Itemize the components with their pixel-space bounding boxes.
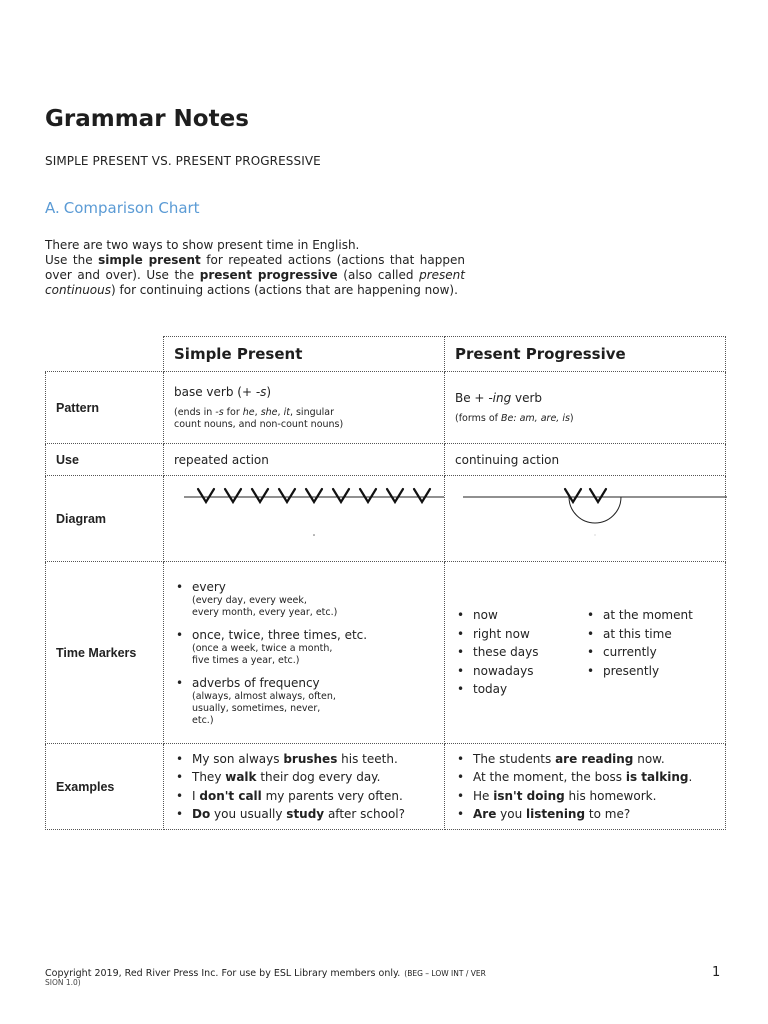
list-item: • now: [455, 606, 585, 625]
column-header-present-progressive: Present Progressive: [445, 337, 726, 372]
list-item: • I don't call my parents very often.: [174, 787, 434, 806]
list-item: • nowadays: [455, 662, 585, 681]
time-marker-once-twice: • once, twice, three times, etc. (once a week, twice a month, five times a year, etc.): [174, 627, 434, 667]
list-item: • My son always brushes his teeth.: [174, 750, 434, 769]
copyright-text: Copyright 2019, Red River Press Inc. For use by ESL Library members only.: [45, 968, 401, 979]
row-header-diagram: Diagram: [46, 476, 164, 562]
comparison-table: [45, 336, 726, 830]
section-label: Comparison Chart: [63, 199, 200, 217]
time-markers-list-1: [455, 606, 585, 699]
level-text: (BEG – LOW INT / VER: [404, 969, 486, 978]
list-item: • right now: [455, 625, 585, 644]
list-item: • at this time: [585, 625, 715, 644]
level-text-continued: SION 1.0): [45, 978, 81, 987]
use-simple-present: repeated action: [164, 444, 445, 476]
time-markers-list-2: [585, 606, 715, 680]
list-item: • these days: [455, 643, 585, 662]
table-corner: [46, 337, 164, 372]
list-item: • They walk their dog every day.: [174, 768, 434, 787]
column-header-simple-present: Simple Present: [164, 337, 445, 372]
section-number: A.: [45, 199, 60, 217]
pattern-simple-present: base verb (+ -s) (ends in -s for he, she, it, singular count nouns, and non-count nouns): [164, 372, 445, 444]
section-heading: [45, 199, 200, 217]
repeated-action-diagram: [174, 477, 454, 561]
time-marker-adverbs: • adverbs of frequency (always, almost always, often, usually, sometimes, never, etc.): [174, 675, 434, 727]
intro-paragraph: Use the simple present for repeated actions (actions that happen over and over). Use the present progressive (also called present continuous) for continuing actions (actions that are happening now).: [45, 253, 465, 297]
footer: [45, 968, 486, 987]
page-title: Grammar Notes: [45, 106, 249, 132]
examples-simple-present: [164, 744, 445, 830]
list-item: • currently: [585, 643, 715, 662]
list-item: • Do you usually study after school?: [174, 805, 434, 824]
use-present-progressive: continuing action: [445, 444, 726, 476]
row-header-use: Use: [46, 444, 164, 476]
diagram-present-progressive: [445, 476, 726, 562]
time-marker-every: • every (every day, every week, every month, every year, etc.): [174, 579, 434, 619]
list-item: • Are you listening to me?: [455, 805, 715, 824]
list-item: • today: [455, 680, 585, 699]
list-item: • presently: [585, 662, 715, 681]
intro-line-1: There are two ways to show present time in English.: [45, 238, 360, 252]
time-markers-present-progressive: [445, 562, 726, 744]
intro-text: [45, 238, 465, 298]
list-item: • at the moment: [585, 606, 715, 625]
list-item: • At the moment, the boss is talking.: [455, 768, 715, 787]
row-header-pattern: Pattern: [46, 372, 164, 444]
page-subtitle: SIMPLE PRESENT VS. PRESENT PROGRESSIVE: [45, 154, 321, 168]
list-item: • He isn't doing his homework.: [455, 787, 715, 806]
list-item: • The students are reading now.: [455, 750, 715, 769]
row-header-examples: Examples: [46, 744, 164, 830]
continuing-action-diagram: [455, 477, 735, 561]
row-header-time-markers: Time Markers: [46, 562, 164, 744]
page-number: 1: [712, 965, 721, 980]
diagram-simple-present: [164, 476, 445, 562]
examples-present-progressive: [445, 744, 726, 830]
pattern-present-progressive: Be + -ing verb (forms of Be: am, are, is): [445, 372, 726, 444]
time-markers-simple-present: [164, 562, 445, 744]
